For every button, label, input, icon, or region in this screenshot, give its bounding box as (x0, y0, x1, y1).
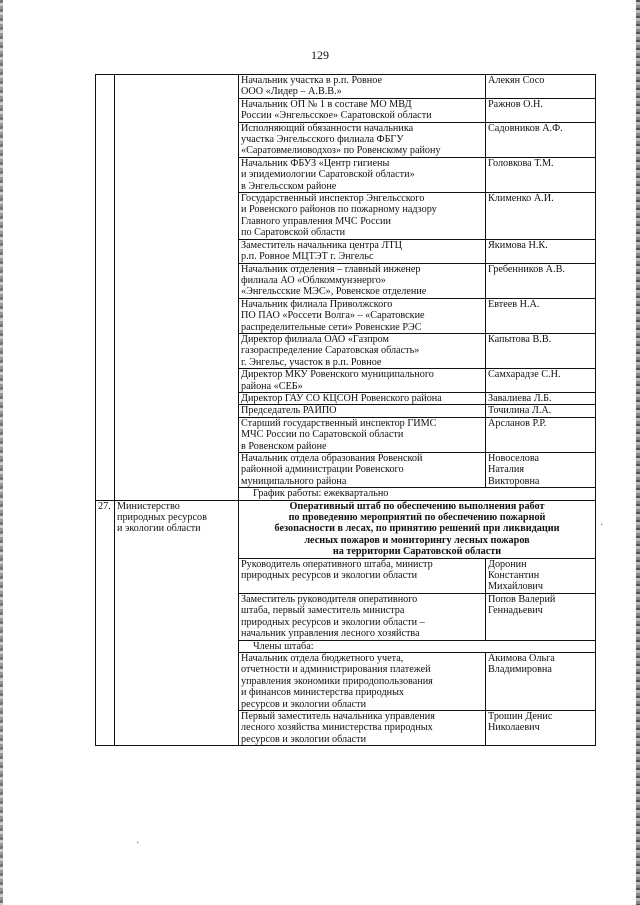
name-cell: Трошин Денис Николаевич (486, 710, 596, 745)
page-number: 129 (311, 48, 329, 62)
position-cell: Старший государственный инспектор ГИМС МЧС России по Саратовской области в Ровенском районе (239, 417, 486, 452)
stray-mark: · (600, 520, 604, 531)
schedule-text: График работы: ежеквартально (239, 488, 596, 500)
name-cell: Евтеев Н.А. (486, 298, 596, 333)
name-cell: Самхарадзе С.Н. (486, 369, 596, 393)
name-cell: Ражнов О.Н. (486, 98, 596, 122)
section-header: Оперативный штаб по обеспечению выполнения работ по проведению мероприятий по обеспечению пожарной безопасности в лесах, по принятию решений при ликвидации лесных пожаров и мониторингу лесных пожаров на территории Саратовской области (239, 500, 596, 558)
position-cell: Начальник ФБУЗ «Центр гигиены и эпидемиологии Саратовской области» в Энгельсском районе (239, 157, 486, 192)
organization-cell (115, 75, 239, 501)
position-cell: Начальник участка в р.п. Ровное ООО «Лидер – А.В.В.» (239, 75, 486, 99)
stray-mark: · (136, 838, 140, 849)
table-row (96, 75, 596, 99)
position-cell: Государственный инспектор Энгельсского и Ровенского районов по пожарному надзору Главного управления МЧС России по Саратовской области (239, 193, 486, 240)
name-cell: Новоселова Наталия Викторовна (486, 453, 596, 488)
name-cell: Гребенников А.В. (486, 263, 596, 298)
members-label: Члены штаба: (239, 640, 596, 652)
entry-number-cell (96, 75, 115, 501)
name-cell: Головкова Т.М. (486, 157, 596, 192)
position-cell: Директор филиала ОАО «Газпром газораспределение Саратовская область» г. Энгельс, участок в р.п. Ровное (239, 333, 486, 368)
name-cell: Клименко А.И. (486, 193, 596, 240)
position-cell: Начальник отделения – главный инженер филиала АО «Облкоммунэнерго» «Энгельсские МЭС», Ровенское отделение (239, 263, 486, 298)
position-cell: Начальник филиала Приволжского ПО ПАО «Россети Волга» – «Саратовские распределительные сети» Ровенские РЭС (239, 298, 486, 333)
position-cell: Председатель РАЙПО (239, 405, 486, 417)
scan-edge-right (636, 0, 640, 905)
name-cell: Завалиева Л.Б. (486, 392, 596, 404)
scan-edge-left (0, 0, 3, 905)
position-cell: Директор ГАУ СО КЦСОН Ровенского района (239, 392, 486, 404)
position-cell: Начальник отдела бюджетного учета, отчетности и администрирования платежей управления экономики природопользования и финансов министерства природных ресурсов и экологии области (239, 652, 486, 710)
name-cell: Арсланов Р.Р. (486, 417, 596, 452)
position-cell: Начальник ОП № 1 в составе МО МВД России «Энгельсское» Саратовской области (239, 98, 486, 122)
organization-name: Министерство природных ресурсов и экологии области (115, 500, 239, 746)
name-cell: Алекян Сосо (486, 75, 596, 99)
position-cell: Первый заместитель начальника управления лесного хозяйства министерства природных ресурсов и экологии области (239, 710, 486, 745)
name-cell: Точилина Л.А. (486, 405, 596, 417)
position-cell: Начальник отдела образования Ровенской районной администрации Ровенского муниципального района (239, 453, 486, 488)
position-cell: Исполняющий обязанности начальника участка Энгельсского филиала ФБГУ «Саратовмелиоводхоз» по Ровенскому району (239, 122, 486, 157)
name-cell: Акимова Ольга Владимировна (486, 652, 596, 710)
table-row (96, 500, 596, 558)
name-cell: Садовников А.Ф. (486, 122, 596, 157)
position-cell: Директор МКУ Ровенского муниципального района «СЕБ» (239, 369, 486, 393)
name-cell: Попов Валерий Геннадьевич (486, 593, 596, 640)
name-cell: Якимова Н.К. (486, 239, 596, 263)
entry-number: 27. (96, 500, 115, 746)
name-cell: Доронин Константин Михайлович (486, 558, 596, 593)
position-cell: Заместитель руководителя оперативного штаба, первый заместитель министра природных ресурсов и экологии области – начальник управления лесного хозяйства (239, 593, 486, 640)
position-cell: Руководитель оперативного штаба, министр природных ресурсов и экологии области (239, 558, 486, 593)
name-cell: Капытова В.В. (486, 333, 596, 368)
position-cell: Заместитель начальника центра ЛТЦ р.п. Ровное МЦТЭТ г. Энгельс (239, 239, 486, 263)
document-table (95, 74, 596, 746)
